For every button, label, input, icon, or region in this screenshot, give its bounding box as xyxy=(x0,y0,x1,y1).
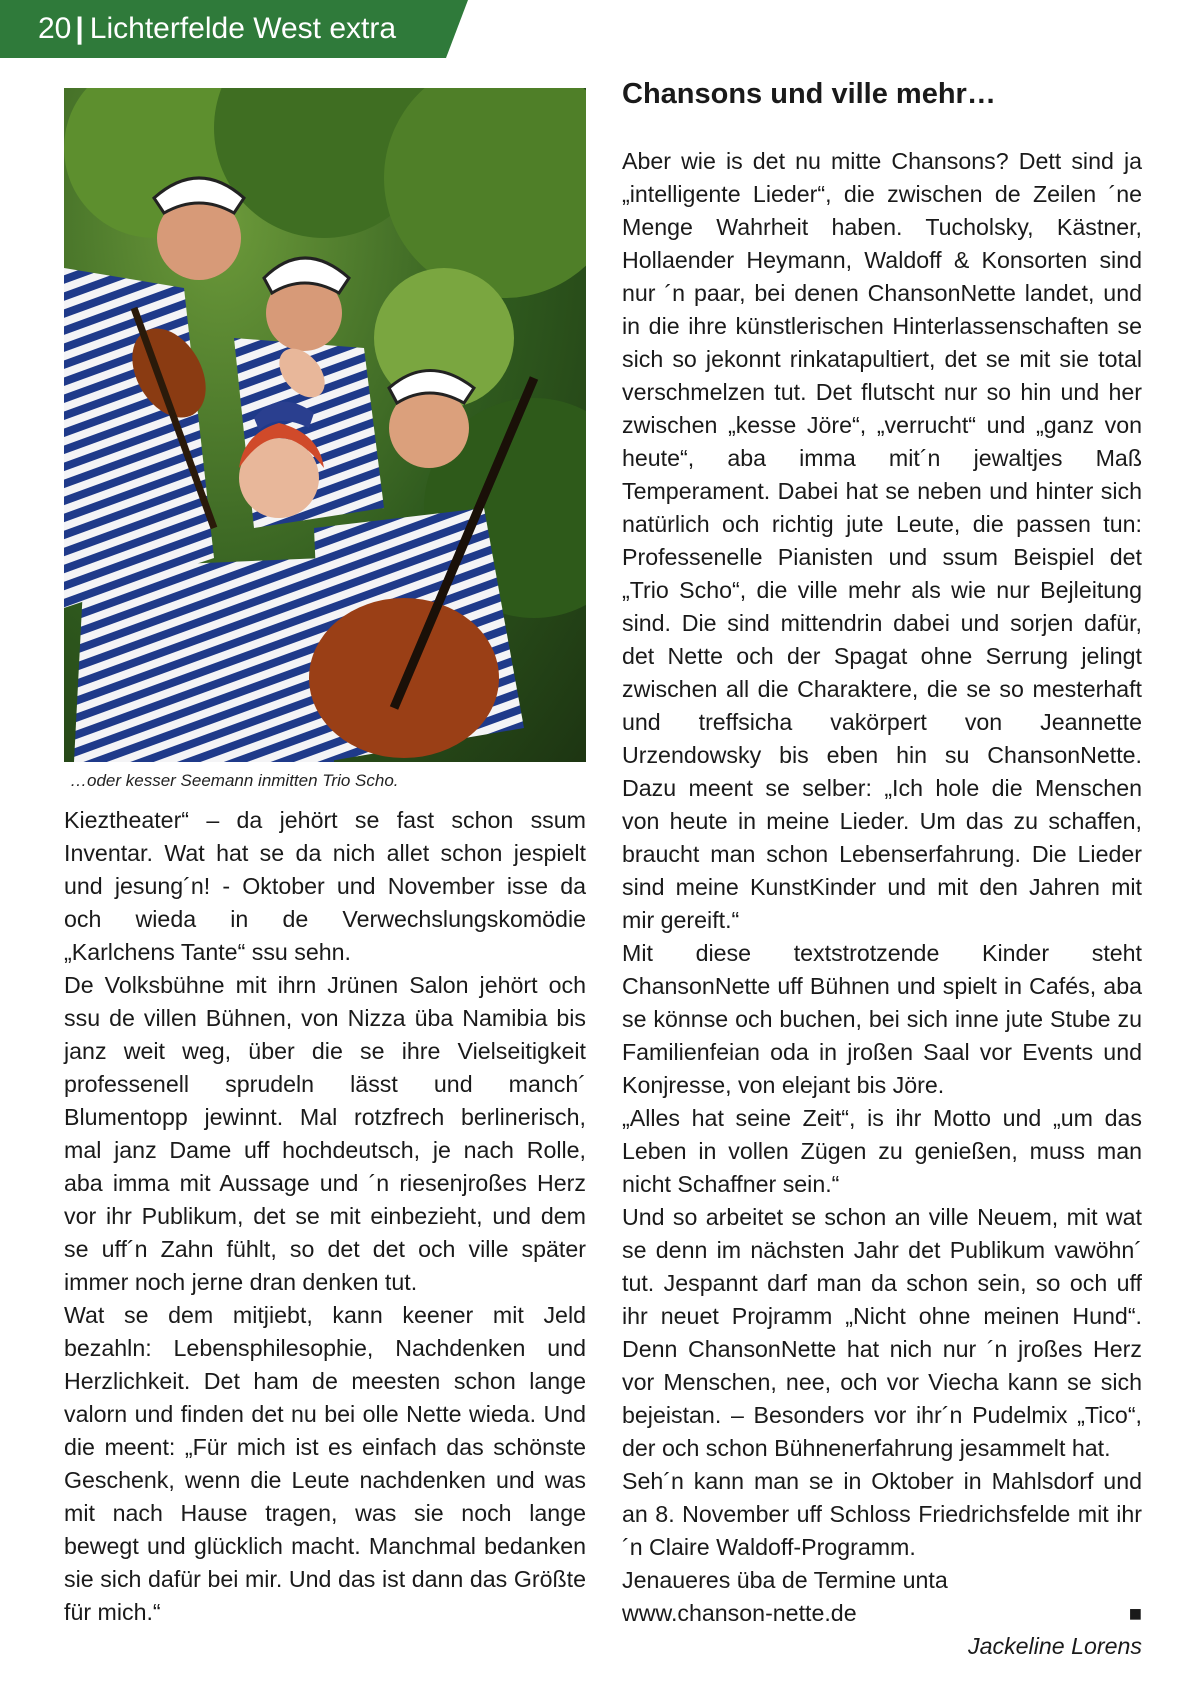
header-separator: | xyxy=(75,12,84,45)
website-link[interactable]: www.chanson-nette.de xyxy=(622,1600,857,1626)
photo-illustration xyxy=(64,88,586,762)
page-number: 20 xyxy=(38,12,72,45)
paragraph: Kieztheater“ – da jehört se fast schon ssum Inventar. Wat hat se da nich allet schon jespielt und jesung´n! - Oktober und November isse da och wieda in de Verwechslungskomödie „Karlchens Tante“ ssu sehn. xyxy=(64,807,586,965)
paragraph: Jenaueres üba de Termine unta xyxy=(622,1567,948,1593)
section-title: Lichterfelde West extra xyxy=(89,12,397,45)
article-headline: Chansons und ville mehr… xyxy=(622,78,996,110)
paragraph: Aber wie is det nu mitte Chansons? Dett sind ja „intelligente Lieder“, die zwischen de Zeilen ´ne Menge Wahrheit haben. Tucholsky, Kästner, Hollaender Heymann, Waldoff & Konsorten sind nur ´n paar, bei denen ChansonNette landet, und in die ihre künstlerischen Hinterlassenschaften se sich so jekonnt rinkatapultiert, det se mit sie total verschmelzen tut. Det flutscht nur so hin und her zwischen „kesse Jöre“, „verrucht“ und „ganz von heute“, aba imma mit´n jewaltjes Maß Temperament. Dabei hat se neben und hinter sich natürlich och richtig jute Leute, die passen tun: Professenelle Pianisten und ssum Beispiel det „Trio Scho“, die ville mehr als wie nur Bejleitung sind. Die sind mittendrin dabei und sorjen dafür, det Nette och der Spagat ohne Serrung jelingt zwischen all die Charaktere, die se so mesterhaft und treffsicha vakörpert von Jeannette Urzendowsky bis eben hin su ChansonNette. Dazu meent se selber: „Ich hole die Menschen von heute in meine Lieder. Um das zu schaffen, braucht man schon Lebenserfahrung. Die Lieder sind meine KunstKinder und mit den Jahren mit mir gereift.“ xyxy=(622,148,1142,933)
paragraph: De Volksbühne mit ihrn Jrünen Salon jehört och ssu de villen Bühnen, von Nizza üba Namibia bis janz weit weg, über die se ihre Vielseitigkeit professenell sprudeln lässt und manch´ Blumentopp jewinnt. Mal rotzfrech berlinerisch, mal janz Dame uff hochdeutsch, je nach Rolle, aba imma mit Aussage und ´n riesenjroßes Herz vor ihr Publikum, det se mit einbezieht, und dem se uff´n Zahn fühlt, so det det och ville später immer noch jerne dran denken tut. xyxy=(64,972,586,1295)
paragraph: Wat se dem mitjiebt, kann keener mit Jeld bezahln: Lebensphilesophie, Nachdenken und Herzlichkeit. Det ham de meesten schon lange valorn und finden det nu bei olle Nette wieda. Und die meent: „Für mich ist es einfach das schönste Geschenk, wenn die Leute nachdenken und was mit nach Hause tragen, was sie noch lange bewegt und glücklich macht. Manchmal bedanken sie sich dafür bei mir. Und das ist dann das Größte für mich.“ xyxy=(64,1302,586,1625)
paragraph: Seh´n kann man se in Oktober in Mahlsdorf und an 8. November uff Schloss Friedrichsfelde mit ihr´n Claire Waldoff-Programm. xyxy=(622,1468,1142,1560)
end-mark-icon: ■ xyxy=(1128,1601,1142,1626)
section-header xyxy=(38,12,396,46)
article-column-right xyxy=(622,145,1142,1663)
paragraph: Und so arbeitet se schon an ville Neuem, mit wat se denn im nächsten Jahr det Publikum vawöhn´ tut. Jespannt darf man da schon sein, so och uff ihr neuet Projramm „Nicht ohne meinen Hund“. Denn ChansonNette hat nich nur ´n jroßes Herz vor Menschen, nee, och vor Viecha kann se sich bejeistan. – Besonders vor ihr´n Pudelmix „Tico“, der och schon Bühnenerfahrung jesammelt hat. xyxy=(622,1204,1142,1461)
article-photo xyxy=(64,88,586,762)
website-row xyxy=(622,1597,1142,1630)
paragraph: Mit diese textstrotzende Kinder steht ChansonNette uff Bühnen und spielt in Cafés, aba se könnse och buchen, bei sich inne jute Stube zu Familienfeian oda in jroßen Saal vor Events und Konjresse, von elejant bis Jöre. xyxy=(622,940,1142,1098)
article-column-left xyxy=(64,804,586,1629)
author-byline: Jackeline Lorens xyxy=(967,1633,1142,1659)
photo-caption: …oder kesser Seemann inmitten Trio Scho. xyxy=(70,771,399,790)
paragraph: „Alles hat seine Zeit“, is ihr Motto und „um das Leben in vollen Zügen zu genießen, muss man nicht Schaffner sein.“ xyxy=(622,1105,1142,1197)
